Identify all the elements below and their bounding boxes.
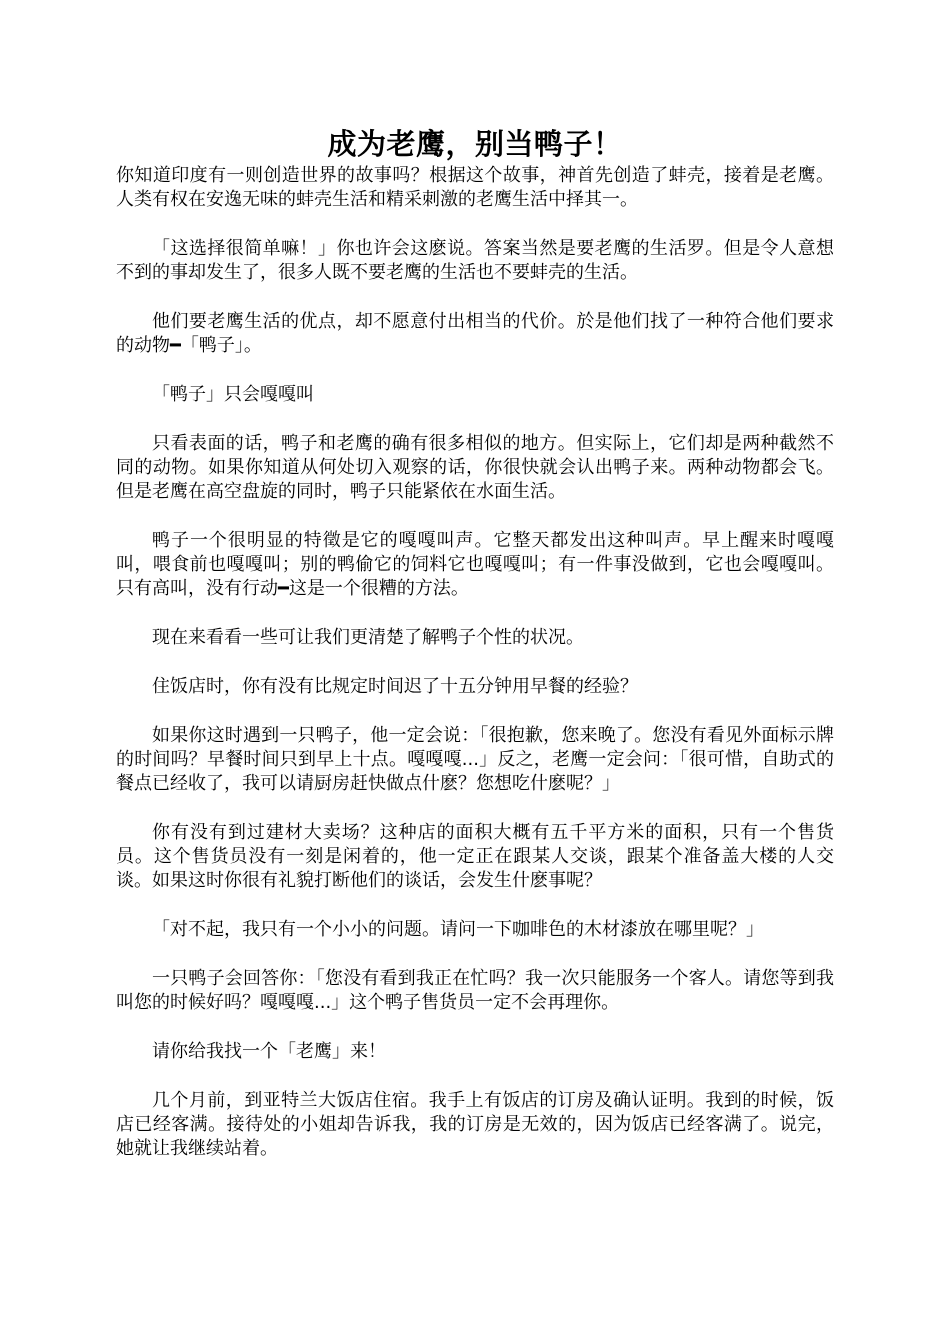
document-page: [116, 124, 834, 1186]
paragraph-2: 「这选择很简单嘛！」你也许会这麽说。答案当然是要老鹰的生活罗。但是令人意想不到的事却发生了，很多人既不要老鹰的生活也不要蚌壳的生活。: [116, 238, 834, 283]
paragraph-14: 几个月前，到亚特兰大饭店住宿。我手上有饭店的订房及确认证明。我到的时候，饭店已经客满。接待处的小姐却告诉我，我的订房是无效的，因为饭店已经客满了。说完，她就让我继续站着。: [116, 1090, 834, 1159]
document-title: 成为老鹰，别当鸭子！: [327, 127, 623, 161]
paragraph-3: 他们要老鹰生活的优点，却不愿意付出相当的代价。於是他们找了一种符合他们要求的动物━「鸭子」。: [116, 311, 834, 356]
paragraph-7: 现在来看看一些可让我们更清楚了解鸭子个性的状况。: [152, 627, 584, 648]
paragraph-5: 只看表面的话，鸭子和老鹰的确有很多相似的地方。但实际上，它们却是两种截然不同的动物。如果你知道从何处切入观察的话，你很快就会认出鸭子来。两种动物都会飞。但是老鹰在高空盘旋的同时，鸭子只能紧依在水面生活。: [116, 433, 834, 502]
paragraph-13: 请你给我找一个「老鹰」来！: [152, 1041, 386, 1062]
paragraph-11: 「对不起，我只有一个小小的问题。请问一下咖啡色的木材漆放在哪里呢？」: [152, 919, 764, 940]
document-body: [116, 164, 834, 1161]
paragraph-12: 一只鸭子会回答你：「您没有看到我正在忙吗？我一次只能服务一个客人。请您等到我叫您的时候好吗？嘎嘎嘎...」这个鸭子售货员一定不会再理你。: [116, 968, 834, 1013]
paragraph-6: 鸭子一个很明显的特徵是它的嘎嘎叫声。它整天都发出这种叫声。早上醒来时嘎嘎叫，喂食前也嘎嘎叫；别的鸭偷它的饲料它也嘎嘎叫；有一件事没做到，它也会嘎嘎叫。只有高叫，没有行动━这是一个很糟的方法。: [116, 530, 834, 599]
paragraph-9: 如果你这时遇到一只鸭子，他一定会说：「很抱歉，您来晚了。您没有看见外面标示牌的时间吗？早餐时间只到早上十点。嘎嘎嘎...」反之，老鹰一定会问：「很可惜，自助式的餐点已经收了，我可以请厨房赶快做点什麽？您想吃什麽呢？」: [116, 725, 834, 794]
paragraph-8: 住饭店时，你有没有比规定时间迟了十五分钟用早餐的经验？: [152, 676, 638, 697]
paragraph-4: 「鸭子」只会嘎嘎叫: [152, 384, 314, 405]
paragraph-1: 你知道印度有一则创造世界的故事吗？根据这个故事，神首先创造了蚌壳，接着是老鹰。人类有权在安逸无味的蚌壳生活和精采刺激的老鹰生活中择其一。: [116, 165, 834, 210]
paragraph-10: 你有没有到过建材大卖场？这种店的面积大概有五千平方米的面积，只有一个售货员。这个售货员没有一刻是闲着的，他一定正在跟某人交谈，跟某个准备盖大楼的人交谈。如果这时你很有礼貌打断他们的谈话，会发生什麽事呢？: [116, 822, 834, 891]
